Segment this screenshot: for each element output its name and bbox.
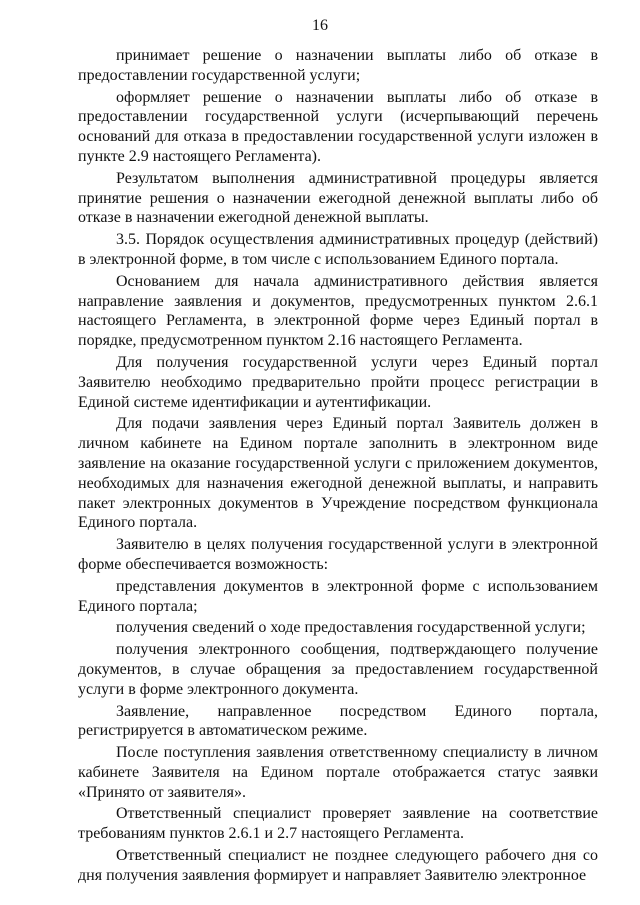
paragraph: Основанием для начала административного действия является направление заявления и документов, предусмотренных пунктом 2.6.1 настоящего Регламента, в электронной форме через Единый портал в порядке, предусмотренном пунктом 2.16 настоящего Регламента. [78,272,598,350]
paragraph: принимает решение о назначении выплаты либо об отказе в предоставлении государственной услуги; [78,47,598,84]
paragraph: оформляет решение о назначении выплаты либо об отказе в предоставлении государственной услуги (исчерпывающий перечень оснований для отказа в предоставлении государственной услуги изложен в пункте 2.9 настоящего Регламента). [78,88,598,165]
document-body [78,46,598,886]
paragraph: Ответственный специалист проверяет заявление на соответствие требованиям пунктов 2.6.1 и 2.7 настоящего Регламента. [78,805,598,843]
paragraph: Для подачи заявления через Единый портал Заявитель должен в личном кабинете на Едином портале заполнить в электронном виде заявление на оказание государственной услуги с приложением документов, необходимых для назначения ежегодной денежной выплаты, и направить пакет электронных документов в Учреждение посредством функционала Единого портала. [78,415,598,532]
paragraph: После поступления заявления ответственному специалисту в личном кабинете Заявителя на Едином портале отображается статус заявки «Принято от заявителя». [78,744,598,801]
paragraph: Результатом выполнения административной процедуры является принятие решения о назначении ежегодной денежной выплаты либо об отказе в назначении ежегодной денежной выплаты. [78,169,598,227]
paragraph: Ответственный специалист не позднее следующего рабочего дня со дня получения заявления формирует и направляет Заявителю электронное [78,847,598,884]
paragraph: Заявление, направленное посредством Единого портала, регистрируется в автоматическом режиме. [78,702,598,740]
paragraph: Для получения государственной услуги через Единый портал Заявителю необходимо предварительно пройти процесс регистрации в Единой системе идентификации и аутентификации. [78,353,598,411]
paragraph: 3.5. Порядок осуществления административных процедур (действий) в электронной форме, в том числе с использованием Единого портала. [78,231,598,268]
paragraph: получения электронного сообщения, подтверждающего получение документов, в случае обращения за предоставлением государственной услуги в форме электронного документа. [78,641,598,698]
paragraph: получения сведений о ходе предоставления государственной услуги; [116,619,586,637]
paragraph: представления документов в электронной форме с использованием Единого портала; [78,577,598,615]
page-number: 16 [312,17,328,34]
paragraph: Заявителю в целях получения государственной услуги в электронной форме обеспечивается возможность: [78,536,598,573]
